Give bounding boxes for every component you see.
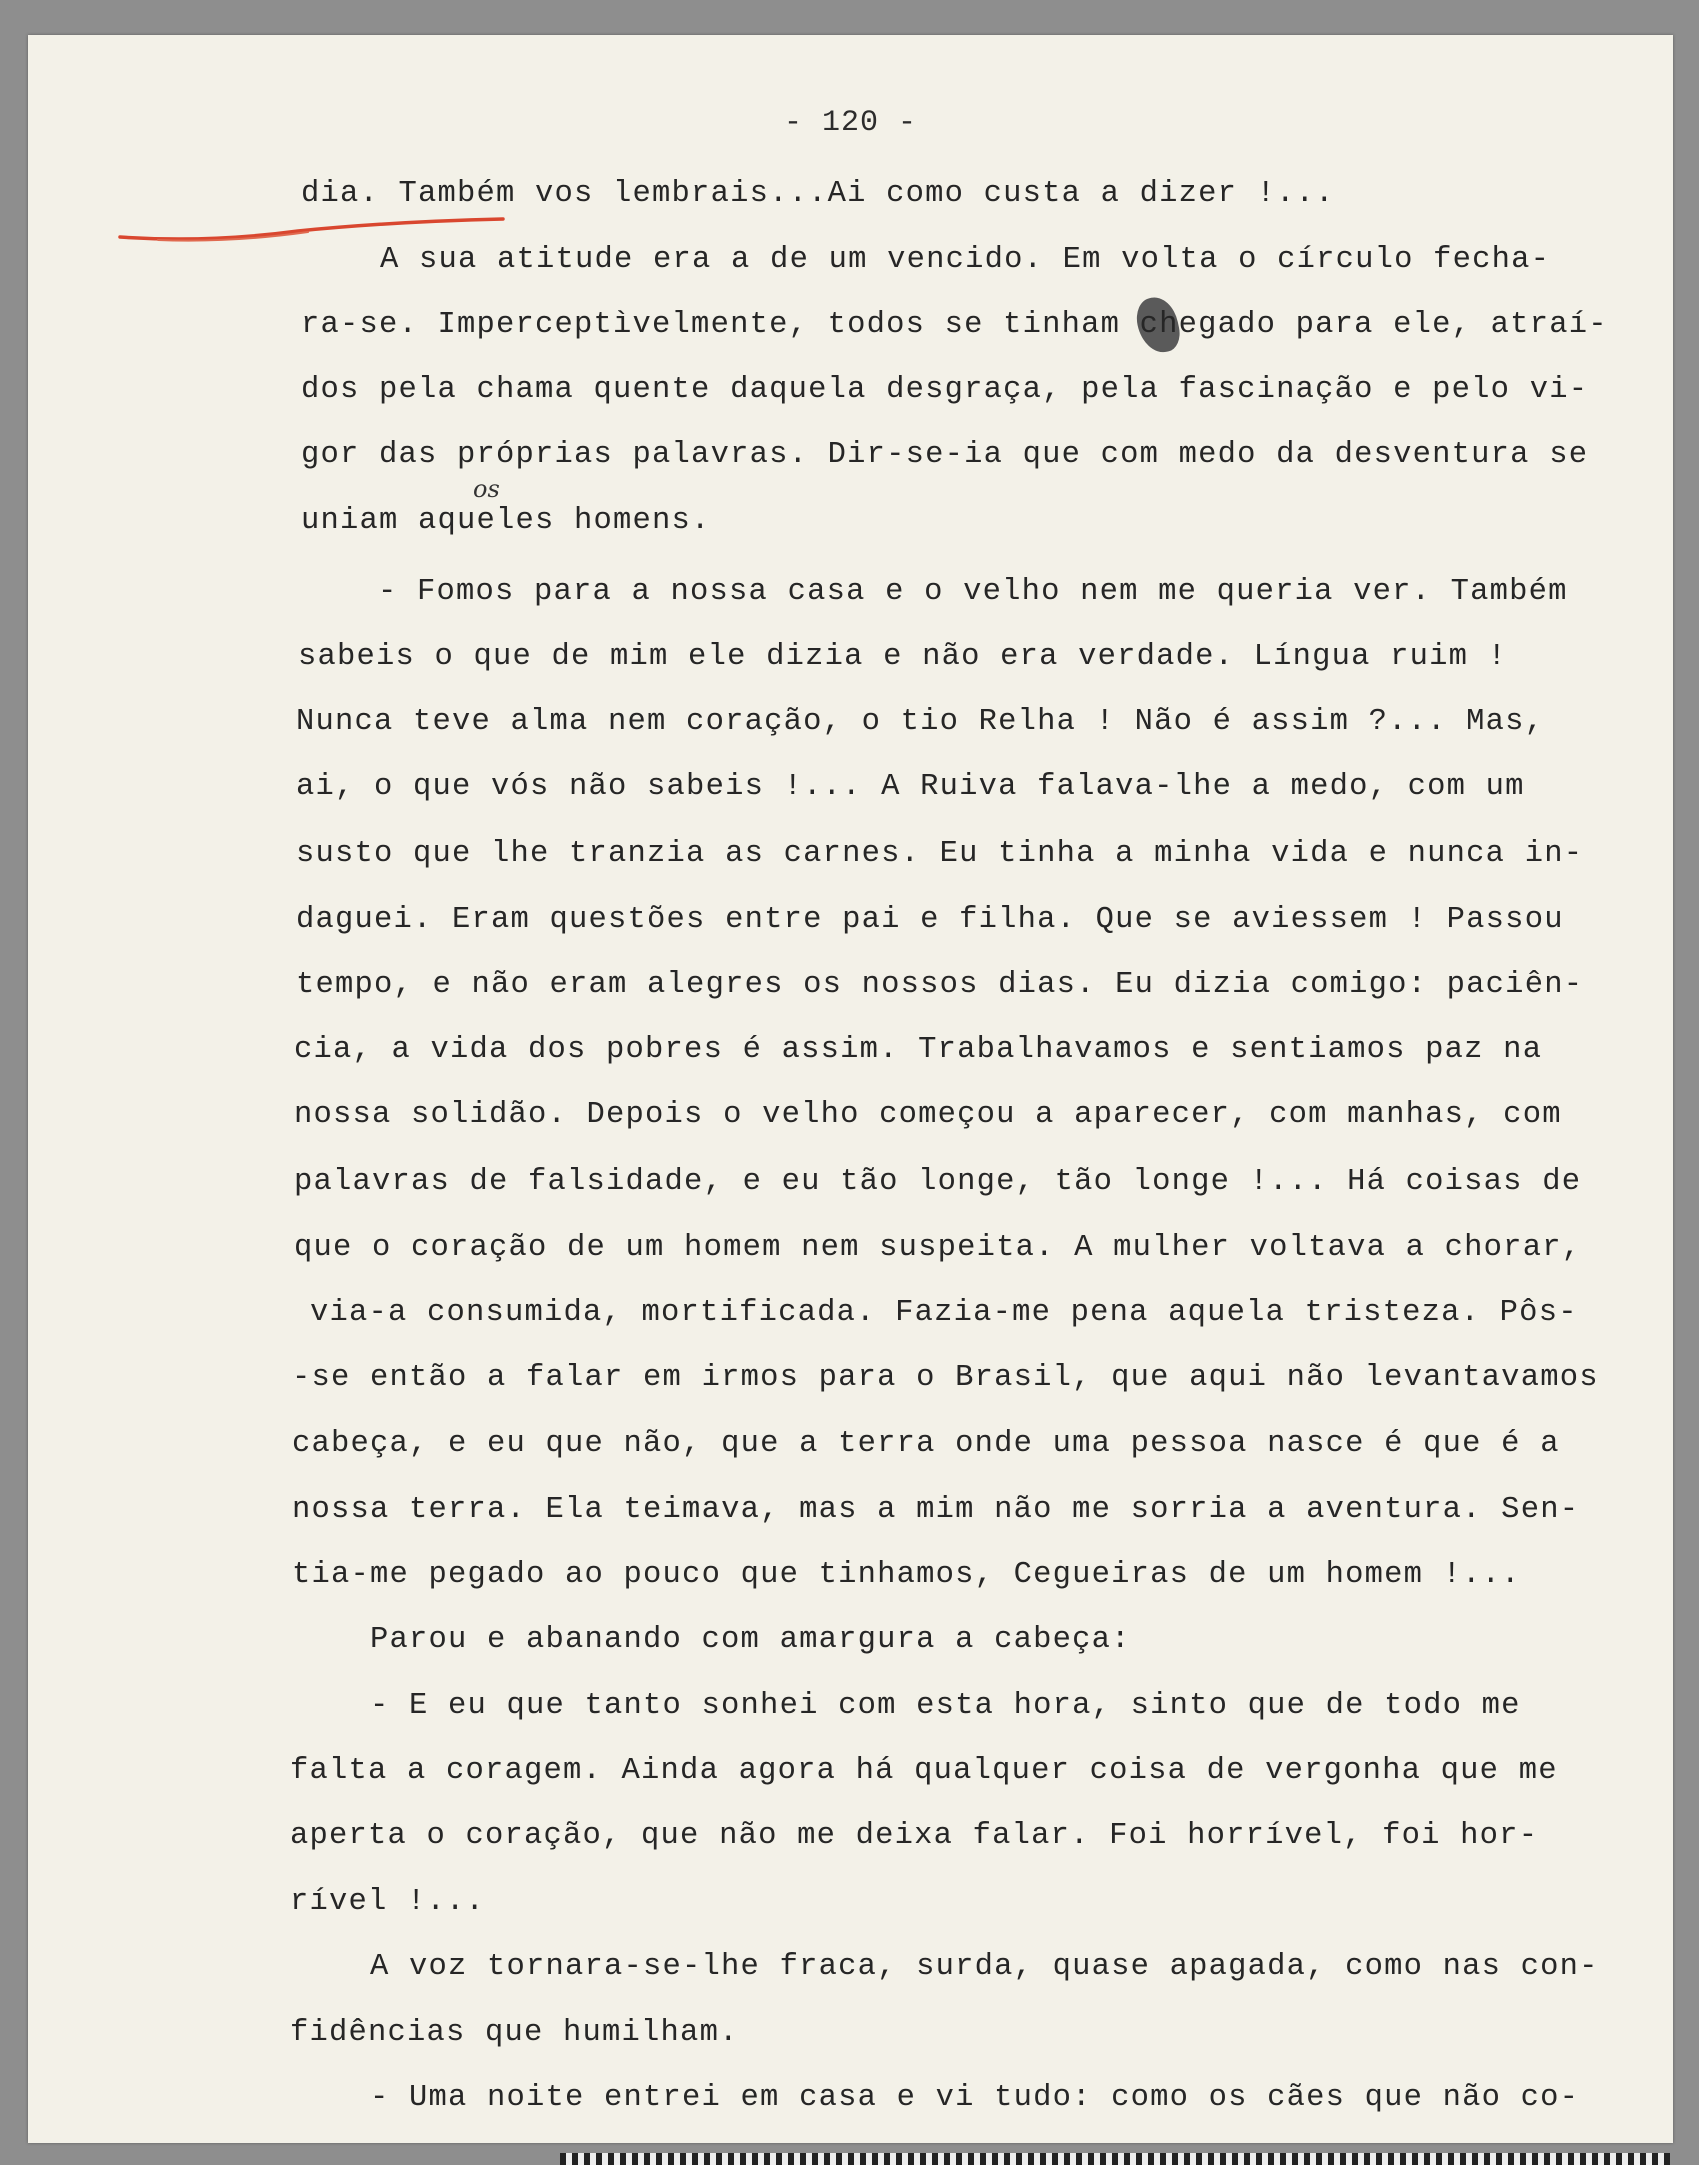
- text-line: ra-se. Imperceptìvelmente, todos se tinham chegado para ele, atraí-: [301, 308, 1608, 342]
- text-line: -se então a falar em irmos para o Brasil, que aqui não levantavamos: [292, 1361, 1599, 1395]
- text-line: falta a coragem. Ainda agora há qualquer coisa de vergonha que me: [290, 1754, 1558, 1788]
- text-line: fidências que humilham.: [290, 2016, 739, 2050]
- text-line: cia, a vida dos pobres é assim. Trabalhavamos e sentiamos paz na: [294, 1033, 1543, 1067]
- text-line: Parou e abanando com amargura a cabeça:: [370, 1623, 1131, 1657]
- text-line: ai, o que vós não sabeis !... A Ruiva falava-lhe a medo, com um: [296, 770, 1525, 804]
- text-line: que o coração de um homem nem suspeita. A mulher voltava a chorar,: [294, 1231, 1582, 1265]
- text-line: via-a consumida, mortificada. Fazia-me pena aquela tristeza. Pôs-: [310, 1296, 1578, 1330]
- text-line: - E eu que tanto sonhei com esta hora, sinto que de todo me: [370, 1689, 1521, 1723]
- text-line: nossa solidão. Depois o velho começou a aparecer, com manhas, com: [294, 1098, 1562, 1132]
- text-line: rível !...: [290, 1885, 486, 1919]
- text-line: daguei. Eram questões entre pai e filha. Que se aviessem ! Passou: [296, 903, 1564, 937]
- text-line: uniam aqueles homens.: [301, 504, 711, 538]
- text-line: A sua atitude era a de um vencido. Em volta o círculo fecha-: [380, 243, 1551, 277]
- text-line: A voz tornara-se-lhe fraca, surda, quase apagada, como nas con-: [370, 1950, 1599, 1984]
- text-line: susto que lhe tranzia as carnes. Eu tinha a minha vida e nunca in-: [296, 837, 1584, 871]
- text-line: nossa terra. Ela teimava, mas a mim não me sorria a aventura. Sen-: [292, 1493, 1580, 1527]
- text-line: tempo, e não eram alegres os nossos dias. Eu dizia comigo: paciên-: [296, 968, 1584, 1002]
- text-line: tia-me pegado ao pouco que tinhamos, Cegueiras de um homem !...: [292, 1558, 1521, 1592]
- text-line: sabeis o que de mim ele dizia e não era verdade. Língua ruim !: [298, 640, 1508, 674]
- text-line: dia. Também vos lembrais...Ai como custa a dizer !...: [301, 177, 1335, 211]
- text-line: - Uma noite entrei em casa e vi tudo: como os cães que não co-: [370, 2081, 1580, 2115]
- text-line: - Fomos para a nossa casa e o velho nem me queria ver. Também: [378, 575, 1568, 609]
- text-line: Nunca teve alma nem coração, o tio Relha ! Não é assim ?... Mas,: [296, 705, 1545, 739]
- document-page: [28, 35, 1673, 2143]
- text-line: gor das próprias palavras. Dir-se-ia que com medo da desventura se: [301, 438, 1589, 472]
- handwritten-insertion: os: [473, 475, 500, 503]
- text-line: palavras de falsidade, e eu tão longe, tão longe !... Há coisas de: [294, 1165, 1582, 1199]
- page-number: - 120 -: [783, 106, 918, 140]
- scan-scale-bar: [560, 2153, 1670, 2165]
- text-line: aperta o coração, que não me deixa falar. Foi horrível, foi hor-: [290, 1819, 1539, 1853]
- text-line: dos pela chama quente daquela desgraça, pela fascinação e pelo vi-: [301, 373, 1589, 407]
- text-line: cabeça, e eu que não, que a terra onde uma pessoa nasce é que é a: [292, 1427, 1560, 1461]
